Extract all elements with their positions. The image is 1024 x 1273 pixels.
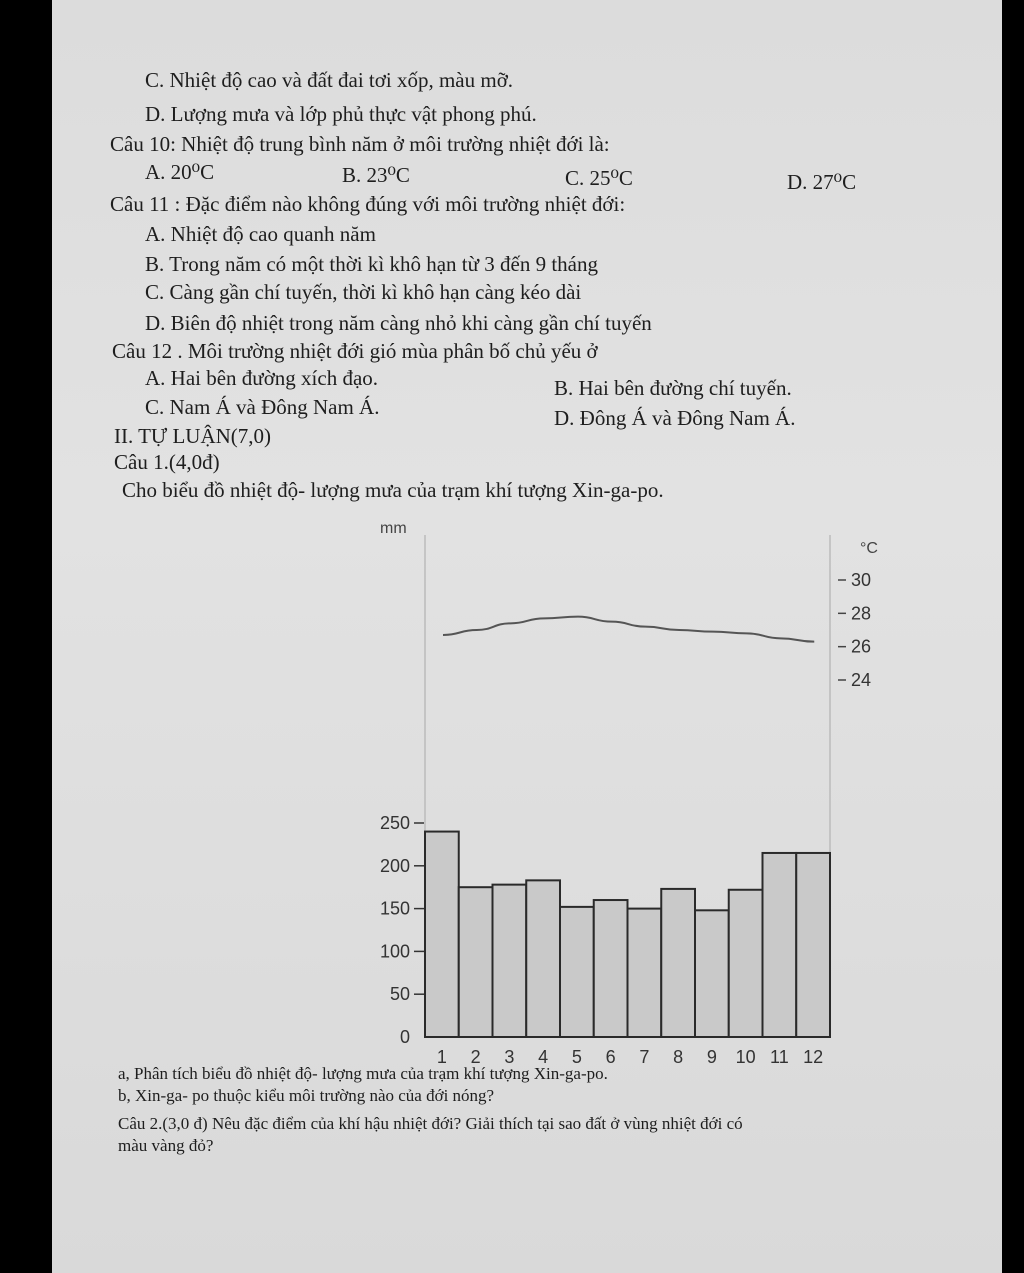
month-label: 9 [706,1047,717,1067]
option-d-text: D. Lượng mưa và lớp phủ thực vật phong phú. [145,102,537,126]
question-2: Câu 2.(3,0 đ) Nêu đặc điểm của khí hậu nhiệt đới? Giải thích tại sao đất ở vùng nhiệt đới có [118,1114,743,1133]
question-10: Câu 10: Nhiệt độ trung bình năm ở môi trường nhiệt đới là: [110,132,610,156]
climate-chart [352,505,912,1085]
q11-option-a: A. Nhiệt độ cao quanh năm [145,222,376,246]
rainfall-bar [459,887,493,1037]
month-label: 7 [639,1047,650,1067]
question-1-prompt: Cho biểu đồ nhiệt độ- lượng mưa của trạm khí tượng Xin-ga-po. [122,478,664,502]
q10-option-b: B. 23⁰C [342,163,410,187]
month-label: 12 [803,1047,824,1067]
rainfall-bar [594,900,628,1037]
rainfall-bar [796,853,830,1037]
rainfall-bar [661,889,695,1037]
rain-tick-label: 150 [379,898,410,919]
q12-option-a: A. Hai bên đường xích đạo. [145,366,379,390]
q11-option-c: C. Càng gần chí tuyến, thời kì khô hạn càng kéo dài [145,280,582,304]
q11-option-d: D. Biên độ nhiệt trong năm càng nhỏ khi càng gần chí tuyến [145,311,652,335]
q10-option-d: D. 27⁰C [787,170,857,194]
q10-option-a: A. 20⁰C [145,160,215,184]
month-label: 6 [605,1047,616,1067]
rain-tick-label: 250 [379,813,410,833]
rain-tick-label: 100 [379,941,410,962]
question-1-heading: Câu 1.(4,0đ) [114,450,220,474]
temp-tick-label: 26 [851,636,872,657]
rainfall-bar [729,890,763,1037]
month-label: 4 [538,1047,549,1067]
month-label: 2 [470,1047,481,1067]
q12-option-b: B. Hai bên đường chí tuyến. [554,376,792,400]
month-label: 10 [735,1047,756,1067]
temp-tick-label: 30 [851,570,872,590]
rain-tick-label: 50 [389,984,410,1005]
question-1b: b, Xin-ga- po thuộc kiểu môi trường nào của đới nóng? [118,1086,495,1105]
part-2-heading: II. TỰ LUẬN(7,0) [114,424,272,448]
rainfall-bar [628,909,662,1037]
rain-tick-label: 0 [399,1027,410,1047]
climate-chart-svg [352,505,912,1085]
option-c-text: C. Nhiệt độ cao và đất đai tơi xốp, màu mỡ. [145,68,514,92]
exam-paper [52,0,1002,1273]
right-unit-label: °C [860,540,878,557]
temp-tick-label: 28 [851,603,872,624]
q12-option-d: D. Đông Á và Đông Nam Á. [554,406,796,430]
rain-tick-label: 200 [379,855,410,876]
rainfall-bar [425,832,459,1037]
rainfall-bar [560,907,594,1037]
rainfall-bar [493,885,527,1037]
question-1a: a, Phân tích biểu đồ nhiệt độ- lượng mưa của trạm khí tượng Xin-ga-po. [118,1064,608,1083]
month-label: 3 [504,1047,515,1067]
rainfall-bar [695,910,729,1037]
month-label: 1 [436,1047,447,1067]
q12-option-c: C. Nam Á và Đông Nam Á. [145,395,380,419]
month-label: 11 [770,1047,789,1067]
temp-tick-label: 24 [851,670,872,690]
question-11: Câu 11 : Đặc điểm nào không đúng với môi trường nhiệt đới: [110,192,626,216]
month-label: 8 [673,1047,684,1067]
left-unit-label: mm [380,520,407,537]
question-12: Câu 12 . Môi trường nhiệt đới gió mùa phân bố chủ yếu ở [112,339,598,363]
question-2-cont: màu vàng đỏ? [118,1136,214,1155]
temperature-line [443,617,814,642]
rainfall-bar [763,853,797,1037]
q11-option-b: B. Trong năm có một thời kì khô hạn từ 3 đến 9 tháng [145,252,598,276]
rainfall-bar [526,880,560,1037]
month-label: 5 [571,1047,582,1067]
q10-option-c: C. 25⁰C [565,166,633,190]
